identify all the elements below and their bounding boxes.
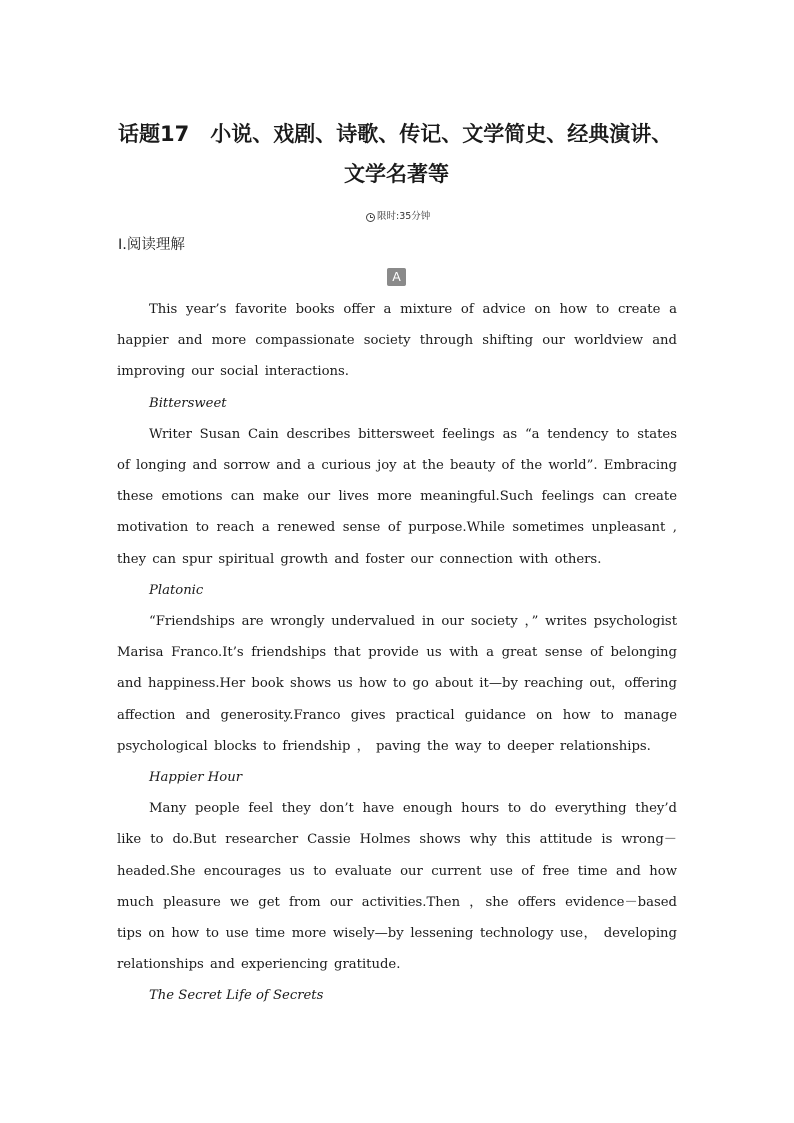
time-limit	[366, 211, 430, 223]
article-body	[117, 294, 677, 1012]
intro-paragraph: This year’s favorite books offer a mixture of advice on how to create a happier and more compassionate society through shifting our worldview and improving our social interactions.	[117, 302, 677, 380]
book-title-platonic: Platonic	[149, 582, 204, 598]
clock-icon	[366, 213, 375, 222]
page-title-line2: 文学名著等	[344, 162, 449, 186]
time-limit-text: 限时:35分钟	[377, 211, 431, 222]
section-heading: Ⅰ.阅读理解	[118, 237, 185, 253]
book-description-happier-hour: Many people feel they don’t have enough hours to do everything they’d like to do.But researcher Cassie Holmes shows why this attitude is wrong－headed.She encourages us to evaluate our current use of free time and how much pleasure we get from our activities.Then ，she offers evidence－based tips on how to use time more wisely—by lessening technology use， developing relationships and experiencing gratitude.	[117, 801, 677, 973]
passage-badge: A	[387, 268, 406, 286]
book-title-bittersweet: Bittersweet	[149, 395, 227, 411]
book-title-happier-hour: Happier Hour	[149, 770, 243, 786]
page-title-line1: 话题17 小说、戏剧、诗歌、传记、文学简史、经典演讲、	[118, 122, 673, 146]
book-title-secret-life: The Secret Life of Secrets	[149, 988, 324, 1004]
book-description-bittersweet: Writer Susan Cain describes bittersweet feelings as “a tendency to states of longing and sorrow and a curious joy at the beauty of the world”. Embracing these emotions can make our lives more meaningful.Such feelings can create motivation to reach a renewed sense of purpose.While sometimes unpleasant , they can spur spiritual growth and foster our connection with others.	[117, 426, 677, 567]
book-description-platonic: “Friendships are wrongly undervalued in our society ，” writes psychologist Marisa Franco.It’s friendships that provide us with a great sense of belonging and happiness.Her book shows us how to go about it—by reaching out，offering affection and generosity.Franco gives practical guidance on how to manage psychological blocks to friendship ， paving the way to deeper relationships.	[117, 614, 677, 754]
